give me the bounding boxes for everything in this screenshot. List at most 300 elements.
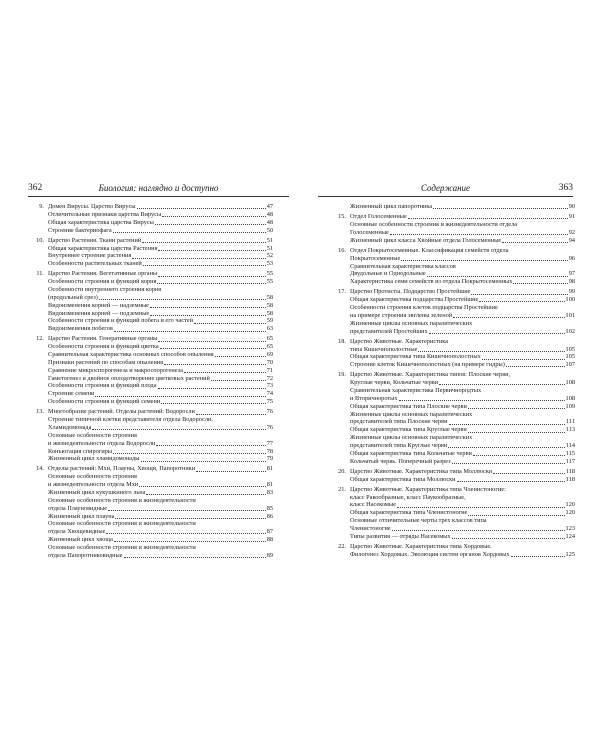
entry-title: Общая характеристика царства Растения — [48, 244, 158, 252]
toc-entry[interactable] — [350, 501, 575, 509]
toc-entry[interactable] — [48, 448, 273, 456]
dot-leader — [137, 208, 266, 209]
entry-title: Двудольные и Однодольные — [350, 270, 426, 278]
entry-page-number: 111 — [566, 418, 575, 426]
table-of-contents — [330, 203, 575, 561]
entry-title: Кольчатый червь. Поперечный разрез — [350, 457, 451, 465]
toc-entry[interactable] — [48, 310, 273, 318]
toc-entry[interactable] — [48, 294, 273, 302]
dot-leader — [408, 218, 568, 219]
entry-page-number: 65 — [266, 343, 273, 351]
entry-title-line: Строение типичной клетки представителя отдела Водоросли. — [48, 416, 213, 424]
toc-entry[interactable] — [48, 211, 273, 219]
entry-page-number: 105 — [565, 345, 575, 353]
entry-page-number: 118 — [565, 475, 575, 483]
entry-page-number: 108 — [565, 379, 575, 387]
entry-page-number: 65 — [266, 335, 273, 343]
entry-page-number: 69 — [266, 351, 273, 359]
section-number: 17. — [338, 288, 346, 296]
entry-page-number: 124 — [565, 532, 575, 540]
entry-page-number: 50 — [266, 226, 273, 234]
entry-page-number: 58 — [266, 293, 273, 301]
entry-page-number: 97 — [568, 270, 575, 278]
toc-section — [330, 468, 575, 484]
page-number: 363 — [558, 183, 573, 193]
entry-title: Отдел Голосеменные — [350, 213, 407, 221]
toc-entry[interactable] — [350, 426, 575, 434]
toc-section — [28, 203, 273, 234]
entry-page-number: 105 — [565, 353, 575, 361]
entry-title-line: Основные особенности строения и жизнедеятельности — [48, 520, 196, 528]
toc-entry[interactable] — [350, 270, 575, 278]
toc-section — [330, 338, 575, 369]
entry-page-number: 96 — [568, 254, 575, 262]
entry-title: Характеристика семи семейств из отдела Покрытосеменных — [350, 278, 513, 286]
toc-section — [28, 465, 273, 559]
page-header — [318, 182, 573, 197]
entry-title: (продольный срез) — [48, 293, 98, 301]
entry-title: Особенности строения и функций побега и его частей — [48, 317, 194, 325]
entry-page-number: 81 — [266, 481, 273, 489]
entry-title-line: Сравнительная характеристика Первичнородтых — [350, 387, 482, 395]
entry-title: Жизненный цикл плауна — [48, 512, 115, 520]
section-number: 9. — [39, 203, 44, 210]
dot-leader — [471, 294, 567, 295]
toc-entry[interactable] — [48, 440, 273, 448]
toc-entry[interactable] — [48, 335, 273, 343]
toc-entry[interactable] — [350, 458, 575, 466]
entry-title-line: Особенности внутреннего строения корня — [48, 286, 162, 294]
entry-page-number: 117 — [565, 457, 575, 465]
toc-entry[interactable] — [48, 408, 273, 416]
entry-title: Общая характеристика царства Вирусы — [48, 218, 154, 226]
entry-title: представителей Простейших — [350, 327, 428, 335]
dot-leader — [156, 445, 265, 446]
right-page — [300, 0, 600, 750]
toc-entry[interactable] — [48, 424, 273, 432]
toc-entry[interactable] — [48, 367, 273, 375]
entry-title: Покрытосеменные — [350, 254, 401, 262]
dot-leader — [196, 414, 266, 415]
toc-entry[interactable] — [350, 353, 575, 361]
toc-entry[interactable] — [48, 260, 273, 268]
toc-entry[interactable] — [350, 346, 575, 354]
entry-page-number: 109 — [565, 402, 575, 410]
dot-leader — [143, 265, 266, 266]
toc-entry[interactable] — [350, 203, 575, 211]
toc-section — [28, 335, 273, 406]
dot-leader — [433, 208, 568, 209]
toc-entry[interactable] — [48, 359, 273, 367]
entry-page-number: 75 — [266, 398, 273, 406]
toc-section — [330, 203, 575, 211]
entry-title: Особенности строения и функций плода — [48, 382, 157, 390]
toc-section — [28, 408, 273, 463]
entry-page-number: 88 — [266, 536, 273, 544]
entry-title: отдела Плауновидные — [48, 504, 108, 512]
entry-title-line: Основные особенности строения и жизнедеятельности — [48, 543, 196, 551]
dot-leader — [401, 260, 567, 261]
toc-entry[interactable] — [48, 343, 273, 351]
toc-entry[interactable] — [350, 361, 575, 369]
toc-section — [330, 486, 575, 541]
dot-leader — [439, 384, 564, 385]
entry-page-number: 113 — [565, 426, 575, 434]
entry-title: представителей типа Плоские черви — [350, 418, 448, 426]
entry-title: Типы развития — отряды Насекомых — [350, 532, 451, 540]
dot-leader — [392, 530, 565, 531]
entry-title-line: Царство Животные. Характеристика типа Хордовые. — [350, 542, 492, 550]
dot-leader — [157, 283, 265, 284]
entry-title-line: Основные особенности строения — [48, 473, 137, 481]
section-number: 22. — [338, 542, 346, 550]
entry-page-number: 55 — [266, 278, 273, 286]
entry-title: Царство Растения. Генеративные органы — [48, 335, 158, 343]
entry-title: и жизнедеятельности отдела Водоросли — [48, 439, 156, 447]
dot-leader — [114, 541, 266, 542]
entry-page-number: 120 — [565, 509, 575, 517]
section-number: 19. — [338, 371, 346, 379]
dot-leader — [418, 351, 564, 352]
entry-title: Особенности растительных тканей — [48, 260, 142, 268]
entry-page-number: 78 — [266, 447, 273, 455]
entry-page-number: 123 — [565, 524, 575, 532]
section-number: 21. — [338, 485, 346, 493]
entry-page-number: 51 — [266, 236, 273, 244]
entry-title-line: Жизненные циклы основных паразитических — [350, 434, 473, 442]
table-of-contents — [28, 203, 273, 562]
dot-leader — [511, 556, 565, 557]
entry-page-number: 120 — [565, 501, 575, 509]
entry-page-number: 48 — [266, 218, 273, 226]
toc-entry[interactable] — [48, 302, 273, 310]
toc-entry[interactable] — [350, 213, 575, 221]
dot-leader — [106, 533, 265, 534]
entry-page-number: 48 — [266, 210, 273, 218]
dot-leader — [429, 333, 565, 334]
dot-leader — [196, 471, 266, 472]
entry-title: отдела Хвощевидные — [48, 528, 106, 536]
dot-leader — [158, 388, 266, 389]
dot-leader — [468, 408, 565, 409]
entry-page-number: 55 — [266, 270, 273, 278]
dot-leader — [468, 515, 564, 516]
entry-title: Царство Протисты. Подцарство Простейшие — [350, 288, 471, 296]
entry-title: Сравнительная характеристика основных способов опыления — [48, 351, 214, 359]
toc-entry[interactable] — [350, 288, 575, 296]
toc-section — [330, 543, 575, 559]
dot-leader — [449, 424, 565, 425]
entry-title: отдела Папоротниковидные — [48, 551, 123, 559]
toc-entry[interactable] — [350, 229, 575, 237]
toc-entry[interactable] — [48, 375, 273, 383]
entry-title: Общая характеристика подцарства Простейшие — [350, 296, 479, 304]
entry-title: Внутреннее строение растения — [48, 252, 132, 260]
entry-page-number: 53 — [266, 260, 273, 268]
toc-entry[interactable] — [48, 245, 273, 253]
entry-title-line: Жизненные циклы основных паразитических — [350, 410, 473, 418]
dot-leader — [115, 518, 265, 519]
section-number: 10. — [36, 236, 44, 244]
toc-entry[interactable] — [48, 317, 273, 325]
entry-page-number: 52 — [266, 252, 273, 260]
dot-leader — [162, 216, 266, 217]
entry-title: Филогенез Хордовых. Эволюция систем органов Хордовых — [350, 550, 510, 558]
dot-leader — [92, 429, 265, 430]
entry-page-number: 98 — [568, 278, 575, 286]
section-number: 11. — [36, 270, 44, 278]
toc-entry[interactable] — [350, 509, 575, 517]
dot-leader — [448, 447, 564, 448]
entry-page-number: 74 — [266, 390, 273, 398]
entry-page-number: 71 — [266, 366, 273, 374]
entry-title-line: Царство Животные. Характеристика типов: Плоские черви, — [350, 371, 511, 379]
dot-leader — [482, 359, 565, 360]
dot-leader — [113, 232, 266, 233]
toc-entry[interactable] — [48, 505, 273, 513]
dot-leader — [108, 510, 266, 511]
toc-entry[interactable] — [48, 219, 273, 227]
dot-leader — [161, 403, 265, 404]
entry-title-line: Царство Животные. Характеристика — [350, 337, 448, 345]
entry-page-number: 58 — [266, 301, 273, 309]
dot-leader — [399, 400, 565, 401]
entry-page-number: 77 — [266, 439, 273, 447]
toc-entry[interactable] — [48, 481, 273, 489]
toc-entry[interactable] — [48, 455, 273, 463]
entry-title: Общая характеристика типа Моллюски — [350, 475, 456, 483]
entry-title: Голосеменные — [350, 228, 389, 236]
entry-title-line: Жизненные циклы основных паразитических — [350, 319, 473, 327]
section-number: 13. — [36, 408, 44, 416]
toc-entry[interactable] — [48, 325, 273, 333]
dot-leader — [158, 250, 265, 251]
entry-title-line: Основные особенности строения и жизнедеятельности — [48, 496, 196, 504]
entry-page-number: 102 — [565, 327, 575, 335]
dot-leader — [114, 331, 266, 332]
entry-page-number: 94 — [568, 236, 575, 244]
dot-leader — [427, 276, 568, 277]
entry-title: Общая характеристика типа Членистоногие — [350, 509, 468, 517]
toc-entry[interactable] — [350, 312, 575, 320]
entry-title: Отличительные признаки царства Вирусы — [48, 210, 162, 218]
dot-leader — [95, 396, 265, 397]
entry-title: Общая характеристика типа Плоские черви — [350, 402, 467, 410]
entry-title: Жизненный цикл папоротника — [350, 203, 433, 210]
dot-leader — [390, 234, 568, 235]
toc-entry[interactable] — [48, 227, 273, 235]
entry-title-line: Основные особенности строения и жизнедеятельности отдела — [350, 220, 518, 228]
entry-title: Царство Растения. Вегетативные органы — [48, 270, 158, 278]
dot-leader — [453, 317, 564, 318]
entry-title: Общая характеристика типа Кольчатые черви — [350, 449, 472, 457]
entry-title: Видоизменения корней — надземные — [48, 301, 149, 309]
toc-entry[interactable] — [48, 390, 273, 398]
toc-entry[interactable] — [350, 379, 575, 387]
entry-title: Гаметогенез и двойное оплодотворение цветковых растений — [48, 374, 210, 382]
entry-title-line: Основные отличительные черты трех классов типа — [350, 517, 487, 525]
toc-entry[interactable] — [48, 528, 273, 536]
toc-entry[interactable] — [350, 468, 575, 476]
dot-leader — [397, 507, 565, 508]
section-number: 15. — [338, 213, 346, 221]
page-header — [28, 182, 289, 197]
toc-section — [330, 371, 575, 465]
entry-page-number: 125 — [565, 550, 575, 558]
section-number: 20. — [338, 467, 346, 475]
entry-page-number: 118 — [565, 467, 575, 475]
dot-leader — [473, 455, 565, 456]
dot-leader — [513, 283, 567, 284]
entry-title: Многообразие растений. Отделы растений: Водоросли — [48, 408, 195, 416]
dot-leader — [502, 242, 568, 243]
entry-title: Хламидомонада — [48, 423, 92, 431]
entry-title-line: Основные особенности строения — [48, 431, 137, 439]
entry-title: Отделы растений: Мхи, Плауны, Хвощи, Папоротники — [48, 465, 196, 473]
entry-title: Жизненный цикл хламидомонады — [48, 455, 140, 463]
toc-section — [330, 288, 575, 335]
toc-entry[interactable] — [48, 513, 273, 521]
toc-entry[interactable] — [350, 296, 575, 304]
toc-entry[interactable] — [350, 418, 575, 426]
toc-entry[interactable] — [48, 278, 273, 286]
entry-page-number: 92 — [568, 228, 575, 236]
section-number: 14. — [36, 465, 44, 473]
dot-leader — [158, 341, 265, 342]
toc-entry[interactable] — [48, 382, 273, 390]
entry-title: Строение клеток Кишечнополостных (на примере гидры) — [350, 361, 505, 369]
entry-title-line: класс Ракообразные, класс Паукообразные, — [350, 493, 466, 501]
entry-title: типа Кишечнополостные — [350, 345, 418, 353]
entry-page-number: 90 — [568, 203, 575, 210]
entry-page-number: 51 — [266, 244, 273, 252]
entry-title: Членистоногие — [350, 524, 391, 532]
entry-title: Строение семени — [48, 390, 95, 398]
toc-entry[interactable] — [350, 328, 575, 336]
toc-entry[interactable] — [350, 551, 575, 559]
entry-title: на примере строения эвглены зеленой — [350, 311, 453, 319]
entry-page-number: 114 — [565, 441, 575, 449]
toc-entry[interactable] — [350, 237, 575, 245]
toc-entry[interactable] — [48, 203, 273, 211]
dot-leader — [139, 486, 265, 487]
entry-title: Видоизменения побегов — [48, 325, 113, 333]
dot-leader — [113, 453, 266, 454]
entry-title: Царство Растения. Ткани растений — [48, 236, 142, 244]
toc-entry[interactable] — [48, 270, 273, 278]
entry-page-number: 83 — [266, 489, 273, 497]
dot-leader — [155, 224, 266, 225]
dot-leader — [141, 461, 266, 462]
toc-entry[interactable] — [48, 237, 273, 245]
entry-title: Конъюгация спирогиры — [48, 447, 113, 455]
entry-title: и Вторичноротых — [350, 394, 398, 402]
entry-page-number: 76 — [266, 408, 273, 416]
entry-title: Особенности строения и функций цветка — [48, 343, 159, 351]
entry-page-number: 76 — [266, 423, 273, 431]
entry-title: Видоизменения корней — подземные — [48, 309, 150, 317]
entry-title: Сравнение микроспорогенеза и макроспорогенеза — [48, 366, 183, 374]
entry-title: Общая характеристика типа Круглые черви — [350, 426, 467, 434]
toc-entry[interactable] — [350, 403, 575, 411]
entry-title: Жизненный цикл кукушкиного льна — [48, 489, 146, 497]
section-number: 18. — [338, 337, 346, 345]
toc-section — [330, 213, 575, 244]
dot-leader — [160, 348, 266, 349]
toc-entry[interactable] — [350, 442, 575, 450]
toc-entry[interactable] — [350, 278, 575, 286]
dot-leader — [146, 494, 265, 495]
toc-entry[interactable] — [350, 450, 575, 458]
dot-leader — [150, 315, 266, 316]
entry-page-number: 99 — [568, 288, 575, 296]
running-title: Содержание — [420, 183, 471, 193]
dot-leader — [211, 380, 266, 381]
entry-page-number: 59 — [266, 317, 273, 325]
entry-title: Строение бактериофага — [48, 226, 112, 234]
toc-entry[interactable] — [48, 536, 273, 544]
entry-title: Особенности строения и функций корня — [48, 278, 157, 286]
toc-entry[interactable] — [48, 252, 273, 260]
toc-entry[interactable] — [48, 552, 273, 560]
toc-entry[interactable] — [350, 395, 575, 403]
entry-page-number: 85 — [266, 504, 273, 512]
toc-section — [330, 247, 575, 286]
section-number: 12. — [36, 335, 44, 343]
toc-entry[interactable] — [48, 489, 273, 497]
entry-title: Круглые черви, Кольчатые черви — [350, 379, 439, 387]
entry-title: Царство Животные. Характеристика типа Моллюски — [350, 467, 493, 475]
toc-entry[interactable] — [350, 476, 575, 484]
entry-page-number: 47 — [266, 203, 273, 210]
entry-title-line: Отдел Покрытосеменные. Классификация семейств отдела — [350, 246, 509, 254]
entry-page-number: 86 — [266, 512, 273, 520]
dot-leader — [150, 307, 266, 308]
entry-page-number: 100 — [565, 296, 575, 304]
entry-title: Признаки растений по способам опыления — [48, 358, 164, 366]
toc-entry[interactable] — [48, 398, 273, 406]
toc-entry[interactable] — [350, 525, 575, 533]
dot-leader — [132, 258, 265, 259]
entry-page-number: 91 — [568, 213, 575, 221]
dot-leader — [479, 301, 564, 302]
toc-entry[interactable] — [48, 351, 273, 359]
entry-title: Жизненный цикл класса Хвойные отдела Голосеменные — [350, 236, 502, 244]
dot-leader — [452, 538, 565, 539]
entry-page-number: 58 — [266, 309, 273, 317]
entry-page-number: 115 — [565, 449, 575, 457]
toc-entry[interactable] — [48, 465, 273, 473]
entry-title-line: Царство Животные. Характеристика типа Членистоногие: — [350, 485, 506, 493]
dot-leader — [457, 481, 565, 482]
toc-entry[interactable] — [350, 255, 575, 263]
dot-leader — [158, 276, 266, 277]
entry-page-number: 101 — [565, 311, 575, 319]
entry-title: и жизнедеятельности отдела Мхи — [48, 481, 139, 489]
toc-entry[interactable] — [350, 533, 575, 541]
entry-page-number: 73 — [266, 382, 273, 390]
entry-title: Жизненный цикл хвоща — [48, 536, 113, 544]
entry-title: класс Насекомые — [350, 501, 396, 509]
dot-leader — [184, 372, 266, 373]
dot-leader — [99, 299, 266, 300]
dot-leader — [194, 323, 266, 324]
dot-leader — [493, 473, 565, 474]
entry-title-line: Особенности строения клеток подцарства Простейшие — [350, 304, 498, 312]
section-number: 16. — [338, 246, 346, 254]
dot-leader — [215, 356, 266, 357]
dot-leader — [452, 463, 565, 464]
